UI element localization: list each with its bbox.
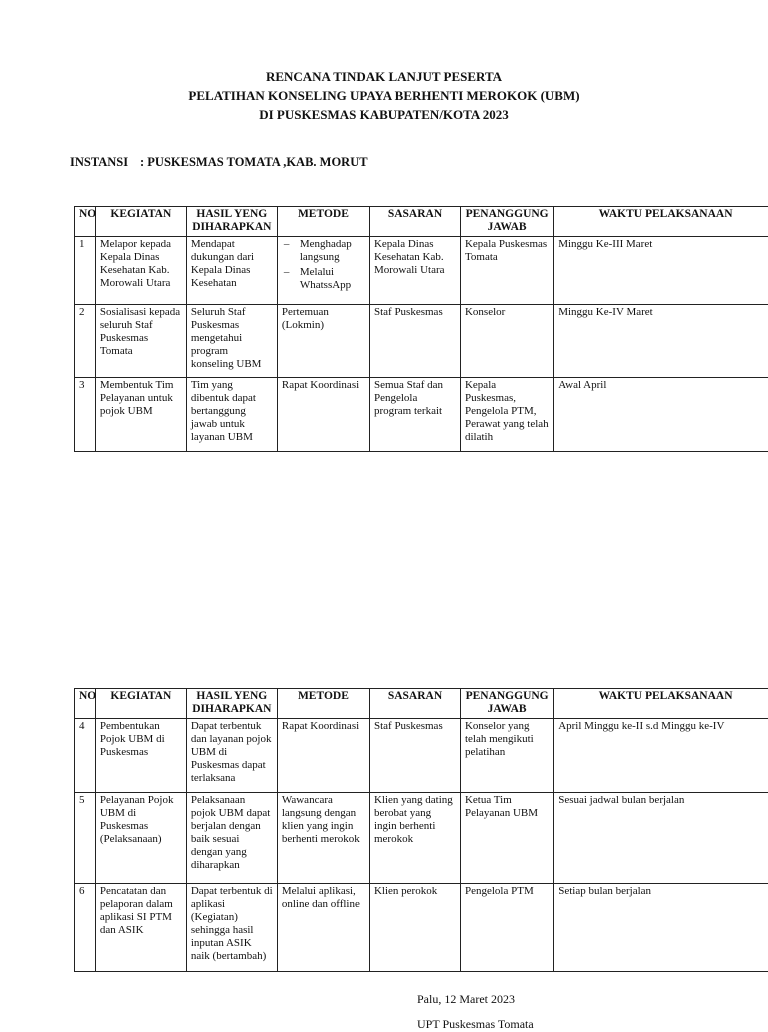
cell-hasil: Dapat terbentuk dan layanan pojok UBM di Puskesmas dapat terlaksana: [186, 719, 277, 793]
cell-no: 2: [75, 305, 96, 378]
cell-no: 1: [75, 237, 96, 305]
metode-list: [282, 238, 365, 292]
header-penanggung-jawab: PENANGGUNG JAWAB: [460, 689, 553, 719]
header-kegiatan: KEGIATAN: [95, 689, 186, 719]
metode-item: – Melalui WhatssApp: [282, 266, 365, 292]
header-metode: METODE: [277, 207, 369, 237]
header-metode: METODE: [277, 689, 369, 719]
cell-metode: Melalui aplikasi, online dan offline: [277, 884, 369, 972]
cell-hasil: Mendapat dukungan dari Kepala Dinas Kesehatan: [186, 237, 277, 305]
table-row: [75, 305, 768, 378]
table-header-row: [75, 689, 768, 719]
cell-metode: Rapat Koordinasi: [277, 719, 369, 793]
document-title-line-3: DI PUSKESMAS KABUPATEN/KOTA 2023: [0, 107, 768, 123]
cell-metode: Wawancara langsung dengan klien yang ingin berhenti merokok: [277, 793, 369, 884]
cell-waktu: April Minggu ke-II s.d Minggu ke-IV: [554, 719, 768, 793]
cell-no: 5: [75, 793, 96, 884]
cell-kegiatan: Pencatatan dan pelaporan dalam aplikasi SI PTM dan ASIK: [95, 884, 186, 972]
cell-penanggung-jawab: Konselor: [460, 305, 553, 378]
cell-metode: [277, 237, 369, 305]
cell-penanggung-jawab: Kepala Puskesmas, Pengelola PTM, Perawat yang telah dilatih: [460, 378, 553, 452]
cell-metode: Pertemuan (Lokmin): [277, 305, 369, 378]
table-row: [75, 237, 768, 305]
cell-penanggung-jawab: Konselor yang telah mengikuti pelatihan: [460, 719, 553, 793]
table-row: [75, 884, 768, 972]
cell-kegiatan: Sosialisasi kepada seluruh Staf Puskesmas Tomata: [95, 305, 186, 378]
instansi-value: : PUSKESMAS TOMATA ,KAB. MORUT: [140, 155, 368, 169]
cell-waktu: Setiap bulan berjalan: [554, 884, 768, 972]
header-sasaran: SASARAN: [369, 689, 460, 719]
cell-waktu: Awal April: [554, 378, 768, 452]
cell-hasil: Dapat terbentuk di aplikasi (Kegiatan) sehingga hasil inputan ASIK naik (bertambah): [186, 884, 277, 972]
header-hasil: HASIL YENG DIHARAPKAN: [186, 207, 277, 237]
cell-hasil: Tim yang dibentuk dapat bertanggung jawab untuk layanan UBM: [186, 378, 277, 452]
cell-kegiatan: Melapor kepada Kepala Dinas Kesehatan Kab. Morowali Utara: [95, 237, 186, 305]
cell-metode: Rapat Koordinasi: [277, 378, 369, 452]
action-plan-table-2: [74, 688, 768, 972]
cell-sasaran: Semua Staf dan Pengelola program terkait: [369, 378, 460, 452]
table-row: [75, 378, 768, 452]
cell-sasaran: Kepala Dinas Kesehatan Kab. Morowali Utara: [369, 237, 460, 305]
cell-hasil: Seluruh Staf Puskesmas mengetahui program konseling UBM: [186, 305, 277, 378]
header-penanggung-jawab: PENANGGUNG JAWAB: [460, 207, 553, 237]
header-no: NO: [75, 207, 96, 237]
cell-penanggung-jawab: Pengelola PTM: [460, 884, 553, 972]
header-waktu: WAKTU PELAKSANAAN: [554, 207, 768, 237]
cell-kegiatan: Membentuk Tim Pelayanan untuk pojok UBM: [95, 378, 186, 452]
cell-no: 4: [75, 719, 96, 793]
footer-organization: UPT Puskesmas Tomata: [417, 1017, 534, 1032]
document-title-line-1: RENCANA TINDAK LANJUT PESERTA: [0, 69, 768, 85]
header-sasaran: SASARAN: [369, 207, 460, 237]
action-plan-table-1: [74, 206, 768, 452]
document-title-line-2: PELATIHAN KONSELING UPAYA BERHENTI MEROKOK (UBM): [0, 88, 768, 104]
header-hasil: HASIL YENG DIHARAPKAN: [186, 689, 277, 719]
cell-no: 6: [75, 884, 96, 972]
cell-penanggung-jawab: Kepala Puskesmas Tomata: [460, 237, 553, 305]
header-no: NO: [75, 689, 96, 719]
cell-no: 3: [75, 378, 96, 452]
cell-kegiatan: Pembentukan Pojok UBM di Puskesmas: [95, 719, 186, 793]
cell-hasil: Pelaksanaan pojok UBM dapat berjalan dengan baik sesuai dengan yang diharapkan: [186, 793, 277, 884]
header-waktu: WAKTU PELAKSANAAN: [554, 689, 768, 719]
table-row: [75, 793, 768, 884]
cell-kegiatan: Pelayanan Pojok UBM di Puskesmas (Pelaksanaan): [95, 793, 186, 884]
header-kegiatan: KEGIATAN: [95, 207, 186, 237]
cell-waktu: Minggu Ke-III Maret: [554, 237, 768, 305]
table-row: [75, 719, 768, 793]
cell-sasaran: Staf Puskesmas: [369, 719, 460, 793]
instansi-line: [70, 155, 368, 170]
cell-waktu: Sesuai jadwal bulan berjalan: [554, 793, 768, 884]
cell-waktu: Minggu Ke-IV Maret: [554, 305, 768, 378]
cell-sasaran: Klien yang dating berobat yang ingin berhenti merokok: [369, 793, 460, 884]
cell-sasaran: Staf Puskesmas: [369, 305, 460, 378]
table-header-row: [75, 207, 768, 237]
instansi-label: INSTANSI: [70, 155, 140, 170]
metode-item: – Menghadap langsung: [282, 238, 365, 264]
cell-sasaran: Klien perokok: [369, 884, 460, 972]
cell-penanggung-jawab: Ketua Tim Pelayanan UBM: [460, 793, 553, 884]
footer-place-date: Palu, 12 Maret 2023: [417, 992, 515, 1007]
